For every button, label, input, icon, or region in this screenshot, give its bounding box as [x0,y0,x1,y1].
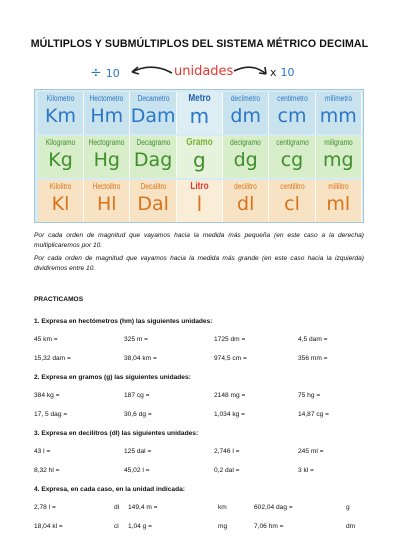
figure-header [34,60,364,90]
unit-cell [131,136,177,178]
unit-cell [316,136,362,178]
unit-name: miligramo [324,138,353,147]
unit-abbreviation: g [193,148,206,172]
exercise-item: 0,2 dal = [214,467,240,474]
unit-name: decilitro [234,182,257,191]
exercise-item: 356 mm = [298,355,328,362]
metric-system-figure [34,60,364,223]
unit-name: Metro [188,93,211,104]
exercise-1-row [34,355,364,365]
unit-name: Kilogramo [45,138,76,147]
exercise-item: 17, 5 dag = [34,411,68,418]
unit-cell [316,92,362,134]
unit-name: centimetro [276,94,308,103]
exercise-1-title: 1. Expresa en hectómetros (hm) las siguientes unidades: [34,318,213,325]
unit-abbreviation: cl [284,193,300,215]
exercise-item: 8,32 hl = [34,467,60,474]
exercise-item: 7,06 hm = [254,523,284,530]
exercise-item: 75 hg = [298,392,321,399]
unit-cell [84,92,130,134]
unit-name: decímetro [231,94,261,103]
exercise-item: 2148 mg = [214,392,246,399]
unit-name: Kilolitro [49,182,72,191]
exercise-3-title: 3. Expresa en decilitros (dl) las siguientes unidades: [34,430,199,437]
target-unit: km [218,504,227,511]
unit-name: Gramo [186,137,213,148]
multiply-sign: x [270,66,277,79]
unit-cell [270,136,316,178]
divide-sign: ÷ [90,65,102,81]
exercise-2-title [34,374,191,381]
unit-abbreviation: Hg [93,149,120,171]
target-unit: dm [346,523,356,530]
unit-cell [177,180,223,222]
exercise-item: 1,04 g = [128,523,153,530]
exercise-item: 43 l = [34,448,51,455]
exercise-item: 15,32 dam = [34,355,71,362]
unit-abbreviation: dl [237,193,255,215]
unit-cell [177,92,223,134]
exercise-item: 1725 dm = [214,336,246,343]
unit-cell [38,92,84,134]
unit-abbreviation: Kl [51,193,70,215]
divide-number: 10 [105,67,120,80]
unit-table [34,89,364,223]
target-unit: g [346,504,350,511]
exercise-item: 2,746 l = [214,448,240,455]
unit-abbreviation: Dag [133,149,173,171]
unit-cell [131,92,177,134]
unit-cell [270,92,316,134]
unit-name: Decametro [137,94,170,103]
multiply-label [270,66,295,79]
unit-name: Hectolitro [92,182,121,191]
multiply-number: 10 [280,66,295,79]
unit-abbreviation: Km [45,105,76,127]
exercise-item: 18,04 kl = [34,523,63,530]
exercise-item: 325 m = [124,336,149,343]
unit-name: Hectometro [89,94,124,103]
unit-abbreviation: l [196,192,203,216]
unit-abbreviation: dm [230,105,261,127]
exercise-item: 45,02 l = [124,467,150,474]
unit-abbreviation: Kg [48,149,73,171]
target-unit: dl [114,504,120,511]
exercise-item: 125 dal = [124,448,152,455]
unit-cell [131,180,177,222]
unit-cell [84,136,130,178]
unit-name: Kilometro [46,94,75,103]
exercise-item: 30,6 dg = [124,411,152,418]
exercise-item: 1,034 kg = [214,411,245,418]
unit-name: centilitro [279,182,305,191]
unit-name: Decalitro [140,182,167,191]
unit-cell [316,180,362,222]
unit-name: Hectogramo [88,138,125,147]
unit-cell [223,136,269,178]
exercise-4-title: 4. Expresa, en cada caso, en la unidad indicada: [34,486,185,493]
unit-cell [38,180,84,222]
unit-abbreviation: mg [323,149,354,171]
exercise-item: 384 kg = [34,392,60,399]
unit-abbreviation: dg [233,149,258,171]
exercise-item: 4,5 dam = [298,336,328,343]
rule-paragraph-divide: Por cada orden de magnitud que vayamos hacia la medida más grande (en este caso hacia la izquierda) dividiremos entre 10. [34,255,364,272]
exercise-item: 245 ml = [298,448,324,455]
unit-name: milímetro [324,94,352,103]
unit-cell [38,136,84,178]
unit-abbreviation: Dal [137,193,169,215]
unit-cell [270,180,316,222]
unit-row [38,136,362,178]
exercise-4-row [34,504,364,514]
unit-cell [223,180,269,222]
unit-abbreviation: m [189,104,210,128]
unit-abbreviation: Hm [90,105,124,127]
unit-row [38,92,362,134]
exercise-item: 38,04 km = [124,355,157,362]
unit-abbreviation: ml [326,193,351,215]
divide-label [90,65,120,81]
unit-abbreviation: cm [277,105,307,127]
exercise-1-row [34,336,364,346]
unit-name: Litro [190,181,209,192]
unit-name: mililitro [328,182,349,191]
exercise-3-row [34,467,364,477]
unit-name: decigramo [230,138,261,147]
exercise-item: 149,4 m = [128,504,158,511]
unit-cell [177,136,223,178]
exercise-2-row [34,411,364,421]
exercise-item: 3 kl = [298,467,314,474]
page-title: MÚLTIPLOS Y SUBMÚLTIPLOS DEL SISTEMA MÉTRICO DECIMAL [30,38,369,50]
practice-heading: PRACTICAMOS [34,296,84,303]
target-unit: mg [218,523,228,530]
unit-abbreviation: Hl [97,193,117,215]
unit-abbreviation: mm [319,105,357,127]
unit-cell [223,92,269,134]
unit-abbreviation: cg [280,149,304,171]
unit-name: centigramo [275,138,309,147]
exercise-3-row [34,448,364,458]
exercise-item: 14,87 cg = [298,411,329,418]
exercise-2-title-text: 2. Expresa en gramos (g) las siguientes unidades: [34,374,191,381]
exercise-2-row [34,392,364,402]
unit-cell [84,180,130,222]
exercise-item: 2,78 l = [34,504,56,511]
rule-paragraph-multiply: Por cada orden de magnitud que vayamos hacia la medida más pequeña (en este caso a la derecha) multiplicaremos por 10. [34,232,364,249]
exercise-item: 187 cg = [124,392,150,399]
unit-abbreviation: Dam [130,105,176,127]
exercise-item: 602,04 dag = [254,504,293,511]
unit-row [38,180,362,222]
unit-name: Decagramo [136,138,171,147]
units-label: unidades [174,64,234,79]
exercise-4-row [34,523,364,533]
exercise-item: 45 km = [34,336,58,343]
exercise-item: 974,5 cm = [214,355,247,362]
target-unit: cl [114,523,119,530]
